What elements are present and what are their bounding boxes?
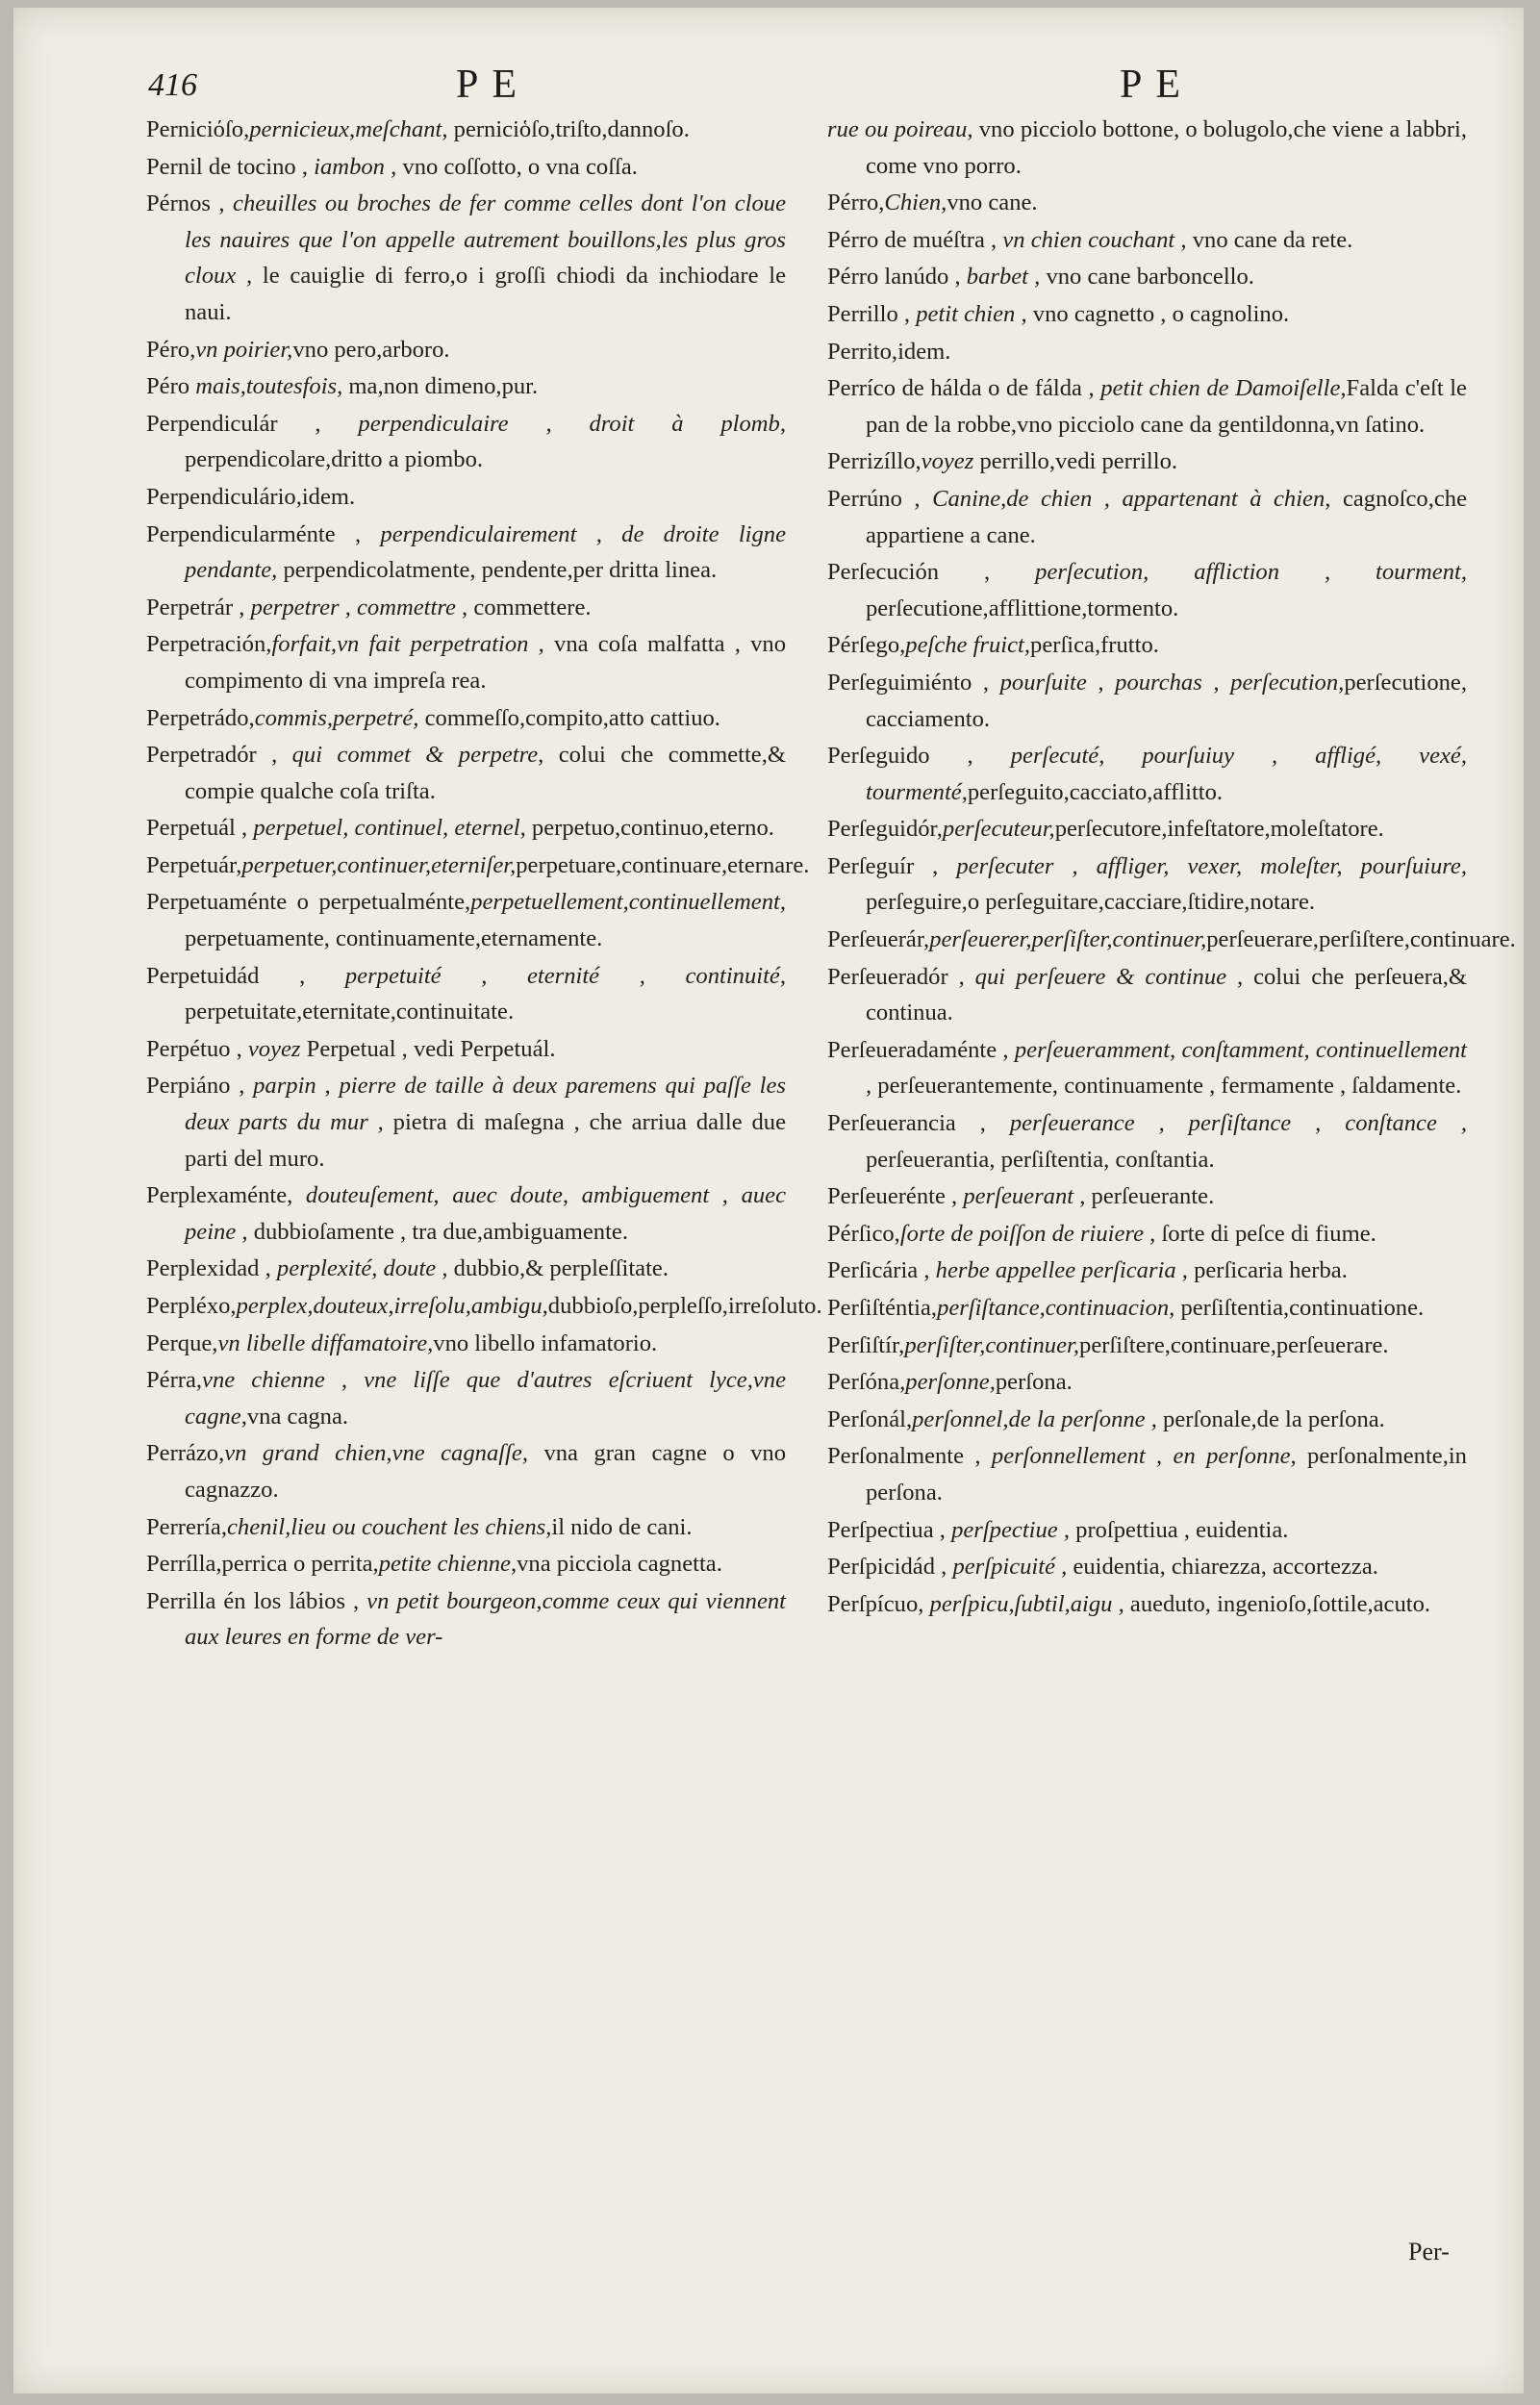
dictionary-entry	[146, 406, 786, 478]
entry-italian-gloss: vno picciolo bottone, o bolugolo,che viene a labbri, come vno porro.	[866, 116, 1467, 179]
entry-italian-gloss: vno cane da rete.	[1186, 226, 1353, 253]
entry-italian-gloss: commeſſo,compito,atto cattiuo.	[418, 704, 720, 731]
entry-headword: Perrería,	[146, 1513, 227, 1540]
entry-italian-gloss: vna picciola cagnetta.	[517, 1551, 722, 1578]
entry-headword: Perpendiculár ,	[146, 410, 321, 437]
entry-french-gloss: qui commet & perpetre,	[277, 742, 544, 769]
entry-italian-gloss: perſonale,de la perſona.	[1156, 1405, 1385, 1432]
dictionary-entry	[146, 737, 786, 809]
dictionary-entry	[146, 810, 786, 847]
entry-headword: Perpléxo,	[146, 1293, 237, 1319]
dictionary-entry	[827, 811, 1467, 848]
dictionary-entry	[146, 590, 786, 626]
entry-italian-gloss: perſecutione,afflittione,tormento.	[866, 595, 1179, 621]
entry-italian-gloss: vno pero,arboro.	[292, 336, 450, 363]
entry-italian-gloss: perſeuerante.	[1085, 1183, 1215, 1210]
entry-headword: Perſiſténtia,	[827, 1295, 938, 1321]
dictionary-entry	[146, 1546, 786, 1582]
entry-italian-gloss: aueduto, ingenioſo,ſottile,acuto.	[1123, 1590, 1431, 1617]
entry-italian-gloss: vno coſſotto, o vna coſſa.	[396, 153, 638, 180]
entry-italian-gloss: perniciὁſo,triſto,dannoſo.	[447, 116, 690, 142]
entry-headword: Péro,	[146, 336, 196, 363]
dictionary-entry	[827, 1290, 1467, 1327]
entry-french-gloss: ſorte de poiſſon de riuiere ,	[899, 1220, 1156, 1247]
entry-headword: Perpetración,	[146, 631, 272, 658]
entry-french-gloss: perſecuté, pourſuiuy , affligé, vexé, tourmenté,	[866, 743, 1467, 805]
entry-headword: Perniciόſo,	[146, 116, 250, 142]
entry-italian-gloss: perpetuare,continuare,eternare.	[516, 851, 810, 878]
entry-italian-gloss: perſeuerare,perſiſtere,continuare.	[1206, 926, 1516, 953]
dictionary-entry	[827, 1032, 1467, 1104]
entry-french-gloss: vn petit bourgeon,comme ceux qui viennent aux leures en forme de ver-	[185, 1587, 786, 1651]
dictionary-entry	[827, 665, 1467, 737]
entry-headword: Perplexidad ,	[146, 1255, 271, 1282]
entry-french-gloss: perplexité, doute ,	[270, 1255, 448, 1282]
entry-french-gloss: forfait,vn fait perpetration ,	[271, 631, 544, 658]
entry-french-gloss: pernicieux,meſchant,	[249, 116, 448, 142]
entry-headword: Perpiáno ,	[146, 1073, 245, 1100]
dictionary-entry	[146, 958, 786, 1030]
entry-french-gloss: Chien,	[884, 190, 947, 216]
entry-headword: Perſeuerancia ,	[827, 1110, 986, 1137]
entry-french-gloss: parpin , pierre de taille à deux paremens qui paſſe les deux parts du mur ,	[185, 1073, 786, 1136]
dictionary-entry	[827, 922, 1516, 958]
entry-italian-gloss: perpetuo,continuo,eterno.	[525, 815, 774, 842]
dictionary-entry	[827, 222, 1467, 259]
dictionary-entry	[146, 1583, 786, 1656]
dictionary-entry	[827, 848, 1467, 921]
entry-french-gloss: peſche fruict,	[905, 632, 1031, 659]
dictionary-entry	[146, 1509, 786, 1546]
entry-french-gloss: petite chienne,	[378, 1551, 518, 1578]
entry-headword: Perſeuerénte ,	[827, 1183, 958, 1210]
entry-french-gloss: perſpicu,ſubtil,aigu ,	[923, 1590, 1124, 1617]
entry-headword: Perrilla én los lábios ,	[146, 1587, 360, 1614]
entry-headword: Perpetuál ,	[146, 815, 248, 842]
entry-headword: Pérro de muéſtra ,	[827, 226, 997, 253]
running-header	[13, 62, 1524, 119]
header-letters-right: PE	[1120, 63, 1195, 107]
entry-french-gloss: Canine,de chien , appartenant à chien,	[920, 485, 1331, 512]
entry-headword: Perpendicularménte ,	[146, 520, 362, 547]
entry-french-gloss: perpetuel, continuel, eternel,	[247, 815, 526, 842]
entry-french-gloss: perſecuteur,	[942, 816, 1055, 843]
entry-italian-gloss: vno libello infamatorio.	[433, 1329, 658, 1356]
entry-italian-gloss: vno cane barboncello.	[1040, 264, 1254, 291]
header-letters-left: PE	[456, 63, 531, 107]
entry-headword: Perſicária ,	[827, 1257, 930, 1284]
dictionary-entry	[827, 1328, 1467, 1364]
dictionary-entry	[827, 1402, 1467, 1438]
catchword: Per-	[1408, 2238, 1450, 2266]
dictionary-entry	[146, 1326, 786, 1362]
dictionary-entry	[827, 1216, 1467, 1253]
entry-italian-gloss: commettere.	[467, 594, 592, 620]
dictionary-entry	[827, 1586, 1467, 1623]
entry-headword: Perríco de hálda o de fálda ,	[827, 375, 1095, 402]
entry-headword: Perrito,idem.	[827, 338, 951, 365]
entry-headword: Perſeguimiénto ,	[827, 669, 990, 696]
entry-headword: Perrílla,perrica o perrita,	[146, 1551, 379, 1578]
dictionary-page	[13, 8, 1524, 2393]
entry-headword: Perrázo,	[146, 1440, 225, 1467]
entry-french-gloss: vn libelle diffamatoire,	[217, 1329, 434, 1356]
entry-italian-gloss: perſona.	[995, 1369, 1073, 1396]
entry-french-gloss: perſpectiue ,	[945, 1516, 1070, 1543]
page-number: 416	[148, 67, 197, 103]
entry-headword: Perque,	[146, 1329, 218, 1356]
entry-headword: Perpetrádo,	[146, 704, 255, 731]
dictionary-entry	[146, 1177, 786, 1250]
entry-french-gloss: perſonne,	[905, 1369, 996, 1396]
dictionary-entry	[146, 626, 786, 698]
entry-french-gloss: voyez	[247, 1035, 301, 1062]
dictionary-entry	[146, 186, 786, 330]
entry-french-gloss: perpetuité , eternité , continuité,	[305, 962, 786, 989]
entry-italian-gloss: colui che commette,& compie qualche coſa triſta.	[185, 742, 786, 804]
dictionary-entry	[146, 1068, 786, 1177]
entry-italian-gloss: euidentia, chiarezza, accortezza.	[1067, 1554, 1378, 1581]
entry-italian-gloss: perpendicolatmente, pendente,per dritta linea.	[277, 557, 718, 584]
entry-french-gloss: perſiſtance,continuacion,	[937, 1295, 1175, 1321]
entry-headword: Perſeuerár,	[827, 926, 930, 953]
entry-headword: Pérra,	[146, 1367, 203, 1394]
dictionary-entry	[146, 1435, 786, 1507]
entry-italian-gloss: perſica,frutto.	[1030, 632, 1159, 659]
entry-french-gloss: voyez	[921, 448, 974, 475]
entry-french-gloss: petit chien de Damoiſelle,	[1094, 375, 1347, 402]
entry-headword: Perſiſtír,	[827, 1331, 905, 1358]
entry-headword: Perplexaménte,	[146, 1182, 293, 1209]
entry-french-gloss: iambon ,	[308, 153, 397, 180]
entry-headword: Perpetuaménte o perpetualménte,	[146, 889, 471, 916]
dictionary-entry	[146, 1362, 786, 1434]
entry-french-gloss: mais,toutesfois,	[195, 373, 343, 400]
entry-french-gloss: vn chien couchant ,	[997, 226, 1187, 253]
entry-headword: Perſeguidór,	[827, 816, 943, 843]
entry-french-gloss: chenil,lieu ou couchent les chiens,	[226, 1513, 552, 1540]
right-column	[827, 112, 1516, 1623]
entry-french-gloss: commis,perpetré,	[254, 704, 419, 731]
entry-italian-gloss: perſecutore,infeſtatore,moleſtatore.	[1054, 816, 1384, 843]
dictionary-entry	[827, 185, 1467, 221]
entry-italian-gloss: proſpettiua , euidentia.	[1070, 1516, 1289, 1543]
entry-headword: Perſecución ,	[827, 559, 991, 586]
entry-french-gloss: perſeuerer,perſiſter,continuer,	[929, 926, 1207, 953]
entry-french-gloss: perpetrer , commettre ,	[250, 594, 468, 620]
dictionary-entry	[827, 1512, 1467, 1549]
dictionary-entry	[827, 1253, 1467, 1289]
dictionary-entry	[827, 296, 1467, 333]
entry-french-gloss: barbet ,	[960, 264, 1041, 291]
dictionary-entry	[827, 1178, 1467, 1215]
entry-headword: Pérſico,	[827, 1220, 900, 1247]
entry-italian-gloss: perſicaria herba.	[1187, 1257, 1348, 1284]
dictionary-entry	[827, 481, 1467, 553]
entry-headword: Perſeguír ,	[827, 852, 939, 879]
entry-italian-gloss: perſeguito,cacciato,afflitto.	[967, 778, 1224, 805]
entry-headword: Perpetuidád ,	[146, 962, 306, 989]
entry-italian-gloss: perpendicolare,dritto a piombo.	[185, 446, 484, 473]
entry-italian-gloss: perpetuitate,eternitate,continuitate.	[185, 999, 515, 1025]
entry-headword: Perrúno ,	[827, 485, 921, 512]
entry-headword: Perrizíllo,	[827, 448, 921, 475]
entry-headword: Perſeueradaménte ,	[827, 1036, 1009, 1063]
dictionary-entry	[827, 1364, 1467, 1401]
entry-french-gloss: cheuilles ou broches de fer comme celles dont l'on cloue les nauires que l'on appelle autrement bouillons,les plus gros cloux ,	[185, 190, 786, 290]
entry-french-gloss: perpendiculaire , droit à plomb,	[320, 410, 786, 437]
entry-headword: Perſeueradór ,	[827, 963, 965, 990]
dictionary-entry	[146, 1251, 786, 1287]
entry-french-gloss: perſeuerant ,	[957, 1183, 1086, 1210]
entry-headword: Perſeguido ,	[827, 743, 973, 770]
entry-french-gloss: perſpicuité ,	[947, 1554, 1068, 1581]
entry-headword: Perſpectiua ,	[827, 1516, 946, 1543]
dictionary-entry	[146, 479, 786, 516]
entry-italian-gloss: le cauiglie di ferro,o i groſſi chiodi da inchiodare le naui.	[185, 263, 786, 325]
entry-french-gloss: vn poirier,	[195, 336, 293, 363]
dictionary-entry	[827, 1438, 1467, 1510]
entry-headword: Perſonalmente ,	[827, 1443, 981, 1470]
entry-headword: Pérnos ,	[146, 190, 225, 217]
entry-italian-gloss: vno cane.	[947, 190, 1038, 216]
entry-italian-gloss: colui che perſeuera,& continua.	[866, 963, 1468, 1026]
dictionary-entry	[827, 738, 1467, 810]
entry-italian-gloss: perrillo,vedi perrillo.	[973, 448, 1178, 475]
dictionary-entry	[827, 370, 1467, 443]
entry-french-gloss: perpetuellement,continuellement,	[470, 889, 786, 916]
entry-french-gloss: vn grand chien,vne cagnaſſe,	[224, 1440, 528, 1467]
entry-headword: Perpendiculário,idem.	[146, 483, 356, 510]
entry-headword: Perſpicidád ,	[827, 1554, 947, 1581]
dictionary-entry	[827, 1549, 1467, 1585]
entry-italian-gloss: perſiſtentia,continuatione.	[1174, 1295, 1425, 1321]
entry-headword: Perpetradór ,	[146, 742, 278, 769]
entry-italian-gloss: dubbioſamente , tra due,ambiguamente.	[247, 1218, 628, 1245]
entry-french-gloss: qui perſeuere & continue ,	[964, 963, 1244, 990]
dictionary-entry	[827, 1105, 1467, 1177]
entry-headword: Perſóna,	[827, 1369, 906, 1396]
entry-italian-gloss: Perpetual , vedi Perpetuál.	[300, 1035, 556, 1062]
dictionary-entry	[146, 332, 786, 368]
entry-french-gloss: perpendiculairement , de droite ligne pendante,	[185, 520, 786, 584]
entry-french-gloss: vne chienne , vne liſſe que d'autres eſcriuent lyce,vne cagne,	[185, 1367, 786, 1430]
entry-french-gloss: perſiſter,continuer,	[904, 1331, 1080, 1358]
dictionary-entry	[146, 368, 786, 405]
entry-headword: Perpetrár ,	[146, 594, 251, 620]
entry-italian-gloss: dubbioſo,perpleſſo,irreſoluto.	[547, 1293, 822, 1319]
dictionary-entry	[146, 884, 786, 956]
entry-headword: Perpetuár,	[146, 851, 242, 878]
entry-headword: Péro	[146, 373, 196, 400]
entry-italian-gloss: Falda c'eſt le pan de la robbe,vno picciolo cane da gentildonna,vn ſatino.	[866, 375, 1467, 438]
dictionary-entry	[827, 334, 1467, 370]
entry-italian-gloss: vna cagna.	[246, 1403, 349, 1430]
entry-headword: Perpétuo ,	[146, 1035, 248, 1062]
entry-french-gloss: perſecution, affliction , tourment,	[990, 559, 1468, 586]
entry-french-gloss: perſecuter , affliger, vexer, moleſter, pourſuiure,	[938, 852, 1467, 879]
entry-italian-gloss: ſorte di peſce di fiume.	[1155, 1220, 1376, 1247]
entry-headword: Perſonál,	[827, 1405, 913, 1432]
entry-italian-gloss: perſeuerantia, perſiſtentia, conſtantia.	[866, 1146, 1215, 1173]
entry-italian-gloss: cagnoſco,che appartiene a cane.	[866, 485, 1467, 548]
entry-italian-gloss: dubbio,& perpleſſitate.	[447, 1255, 669, 1282]
dictionary-entry	[146, 848, 810, 884]
dictionary-entry	[827, 627, 1467, 664]
entry-french-gloss: perſonnellement , en perſonne,	[980, 1443, 1297, 1470]
entry-italian-gloss: perſeuerantemente, continuamente , fermamente , ſaldamente.	[871, 1073, 1462, 1100]
entry-french-gloss: perplex,douteux,irreſolu,ambigu,	[236, 1293, 548, 1319]
dictionary-entry	[827, 959, 1467, 1031]
entry-headword: Perſpícuo,	[827, 1590, 924, 1617]
entry-french-gloss: perſonnel,de la perſonne ,	[912, 1405, 1157, 1432]
entry-italian-gloss: ma,non dimeno,pur.	[342, 373, 539, 400]
entry-french-gloss: perſeueramment, conſtamment, continuellement ,	[866, 1036, 1467, 1100]
entry-headword: Pérro lanúdo ,	[827, 264, 961, 291]
left-column	[146, 112, 822, 1657]
dictionary-entry	[146, 1031, 786, 1068]
entry-italian-gloss: vno cagnetto , o cagnolino.	[1026, 300, 1290, 327]
dictionary-entry	[146, 1288, 822, 1325]
entry-italian-gloss: perſonalmente,in perſona.	[866, 1443, 1467, 1506]
entry-french-gloss: douteuſement, auec doute, ambiguement , auec peine ,	[185, 1182, 786, 1245]
entry-headword: Perrillo ,	[827, 300, 911, 327]
entry-italian-gloss: vna gran cagne o vno cagnazzo.	[185, 1440, 786, 1503]
dictionary-entry	[146, 517, 786, 589]
entry-headword: Pérro,	[827, 190, 885, 216]
entry-italian-gloss: perſeguire,o perſeguitare,cacciare,ſtidire,notare.	[866, 889, 1316, 916]
dictionary-entry	[827, 259, 1467, 295]
entry-french-gloss: rue ou poireau,	[827, 116, 973, 142]
entry-french-gloss: pourſuite , pourchas , perſecution,	[989, 669, 1345, 696]
entry-french-gloss: herbe appellee perſicaria ,	[929, 1257, 1188, 1284]
entry-french-gloss: petit chien ,	[910, 300, 1027, 327]
entry-italian-gloss: perſecutione, cacciamento.	[866, 669, 1468, 732]
entry-italian-gloss: perpetuamente, continuamente,eternamente.	[185, 925, 603, 952]
entry-italian-gloss: il nido de cani.	[551, 1513, 693, 1540]
dictionary-entry	[827, 554, 1467, 626]
entry-french-gloss: perpetuer,continuer,eterniſer,	[241, 851, 517, 878]
entry-french-gloss: perſeuerance , perſiſtance , conſtance ,	[985, 1110, 1467, 1137]
entry-italian-gloss: pietra di maſegna , che arriua dalle due parti del muro.	[185, 1109, 786, 1172]
dictionary-entry	[146, 149, 786, 186]
entry-headword: Pernil de tocino ,	[146, 153, 309, 180]
entry-headword: Pérſego,	[827, 632, 906, 659]
entry-italian-gloss: vna coſa malfatta , vno compimento di vna impreſa rea.	[185, 631, 786, 694]
entry-italian-gloss: perſiſtere,continuare,perſeuerare.	[1079, 1331, 1389, 1358]
dictionary-entry	[146, 112, 786, 148]
dictionary-entry	[827, 112, 1467, 184]
dictionary-entry	[146, 700, 786, 737]
dictionary-entry	[827, 443, 1467, 480]
